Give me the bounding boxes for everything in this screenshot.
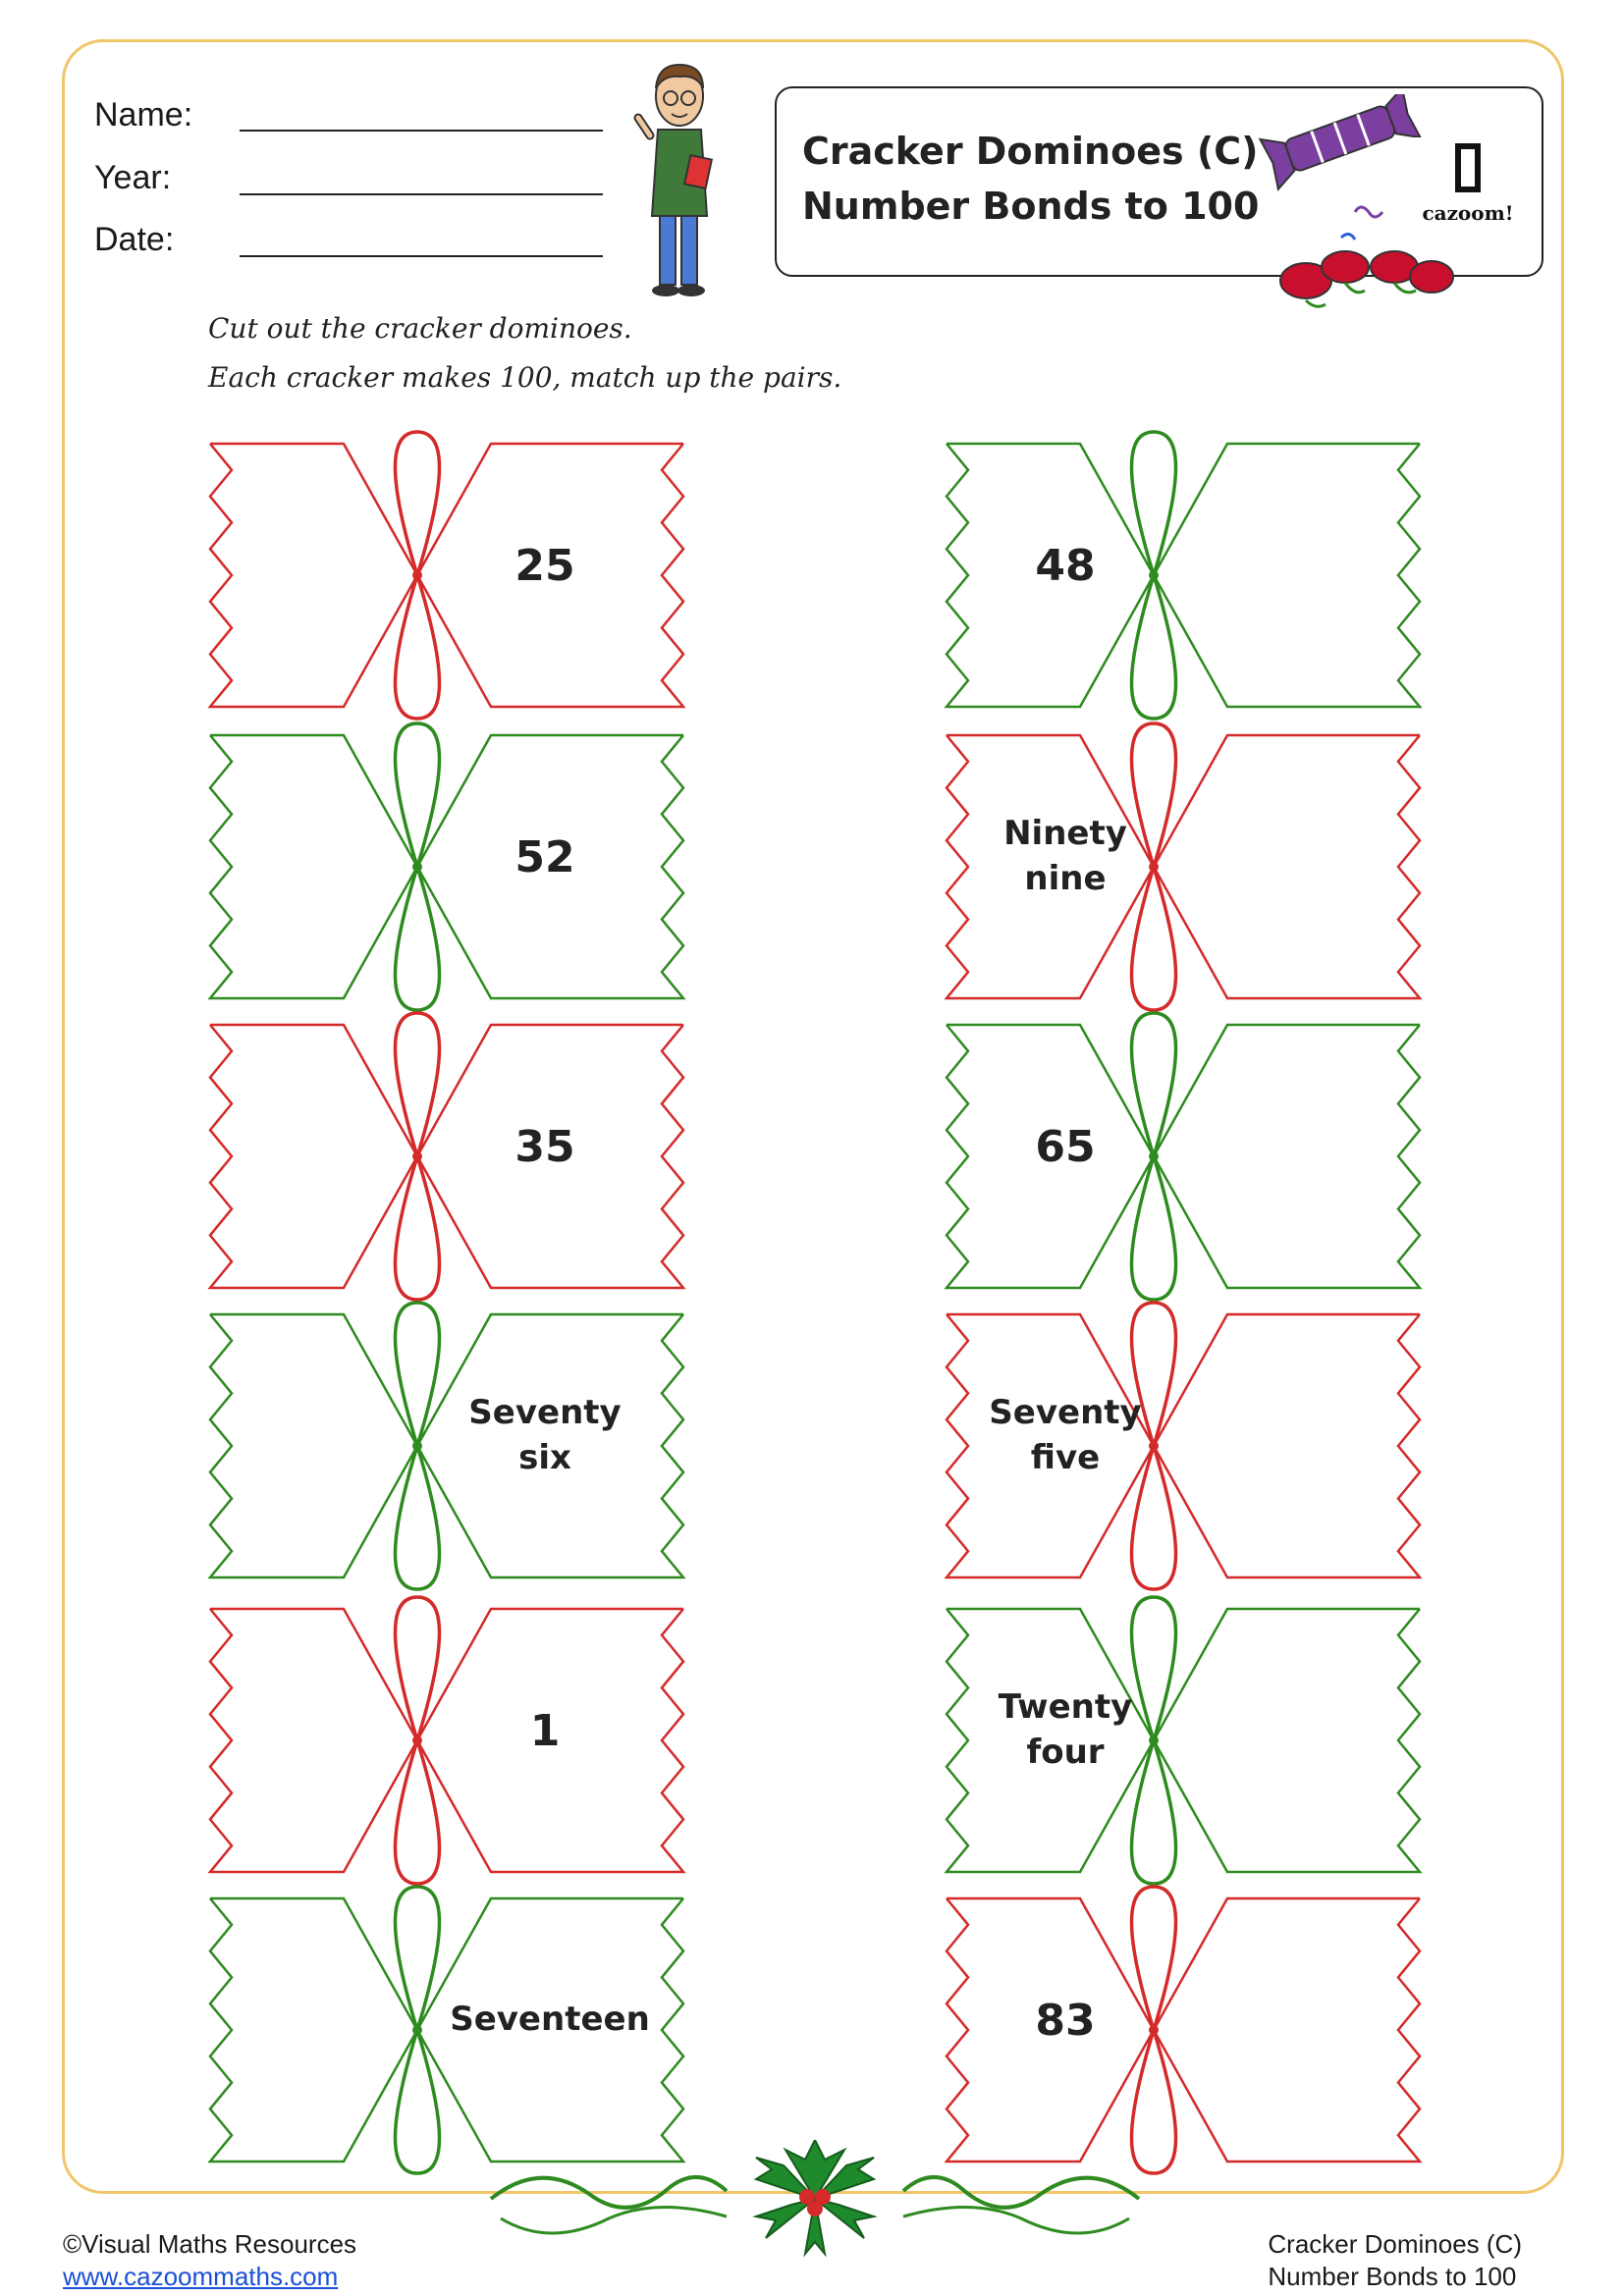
cracker-value-line: 52: [514, 831, 575, 882]
copyright-text: ©Visual Maths Resources: [63, 2229, 357, 2259]
date-label: Date:: [94, 221, 175, 258]
cracker-value-line: 35: [514, 1121, 575, 1172]
cracker-domino[interactable]: [206, 1885, 687, 2156]
logo-text: cazoom!: [1422, 201, 1514, 225]
footer-right: [1268, 2228, 1522, 2292]
cazoom-logo: [1404, 137, 1532, 236]
footer-title-1: Cracker Dominoes (C): [1268, 2229, 1522, 2259]
cracker-value: [962, 1050, 1168, 1243]
cracker-value-line: Seventeen: [450, 2000, 650, 2040]
cracker-value-line: Seventy: [468, 1393, 622, 1433]
cracker-domino[interactable]: [943, 1595, 1424, 1866]
name-label: Name:: [94, 96, 193, 133]
cracker-value-line: five: [1030, 1438, 1101, 1477]
footer-left: [63, 2228, 356, 2292]
cracker-domino[interactable]: [206, 1011, 687, 1282]
cracker-value-line: 48: [1035, 540, 1096, 591]
cracker-domino[interactable]: [206, 430, 687, 701]
holly-decoration-icon: [481, 2140, 1149, 2258]
cracker-value: [962, 469, 1168, 662]
cracker-value-line: Seventy: [989, 1393, 1142, 1433]
cracker-value: [442, 761, 648, 953]
worksheet-subtitle: Number Bonds to 100: [802, 185, 1260, 228]
instruction-1: Cut out the cracker dominoes.: [208, 312, 632, 345]
cracker-value: [962, 1634, 1168, 1827]
cracker-value: [962, 761, 1168, 953]
cracker-value: [442, 1340, 648, 1532]
cracker-value-line: six: [518, 1438, 571, 1477]
date-line[interactable]: [240, 255, 603, 257]
year-line[interactable]: [240, 193, 603, 195]
cracker-domino[interactable]: [943, 430, 1424, 701]
cracker-value: [442, 1634, 648, 1827]
cracker-value-line: four: [1026, 1733, 1105, 1772]
cracker-value-line: 1: [529, 1705, 561, 1756]
worksheet-title: Cracker Dominoes (C): [802, 130, 1259, 173]
cracker-value-line: 83: [1035, 1995, 1096, 2046]
cracker-value: [442, 1050, 648, 1243]
cracker-domino[interactable]: [943, 1301, 1424, 1572]
cracker-value: [432, 1924, 668, 2116]
cracker-domino[interactable]: [943, 1011, 1424, 1282]
cracker-domino[interactable]: [206, 721, 687, 992]
cracker-value: [442, 469, 648, 662]
cracker-value-line: 65: [1035, 1121, 1096, 1172]
instruction-2: Each cracker makes 100, match up the pairs.: [208, 361, 842, 394]
cracker-value-line: 25: [514, 540, 575, 591]
cracker-value-line: nine: [1024, 859, 1107, 898]
cracker-domino[interactable]: [206, 1595, 687, 1866]
cracker-value-line: Twenty: [998, 1687, 1133, 1728]
cracker-value: [962, 1340, 1168, 1532]
cracker-domino[interactable]: [943, 721, 1424, 992]
website-link[interactable]: www.cazoommaths.com: [63, 2261, 339, 2291]
cracker-value: [962, 1924, 1168, 2116]
cracker-domino[interactable]: [943, 1885, 1424, 2156]
name-line[interactable]: [240, 130, 603, 132]
cracker-domino[interactable]: [206, 1301, 687, 1572]
year-label: Year:: [94, 159, 172, 196]
cracker-value-line: Ninety: [1003, 814, 1127, 854]
footer-title-2: Number Bonds to 100: [1268, 2261, 1517, 2291]
teacher-illustration: [628, 59, 727, 304]
